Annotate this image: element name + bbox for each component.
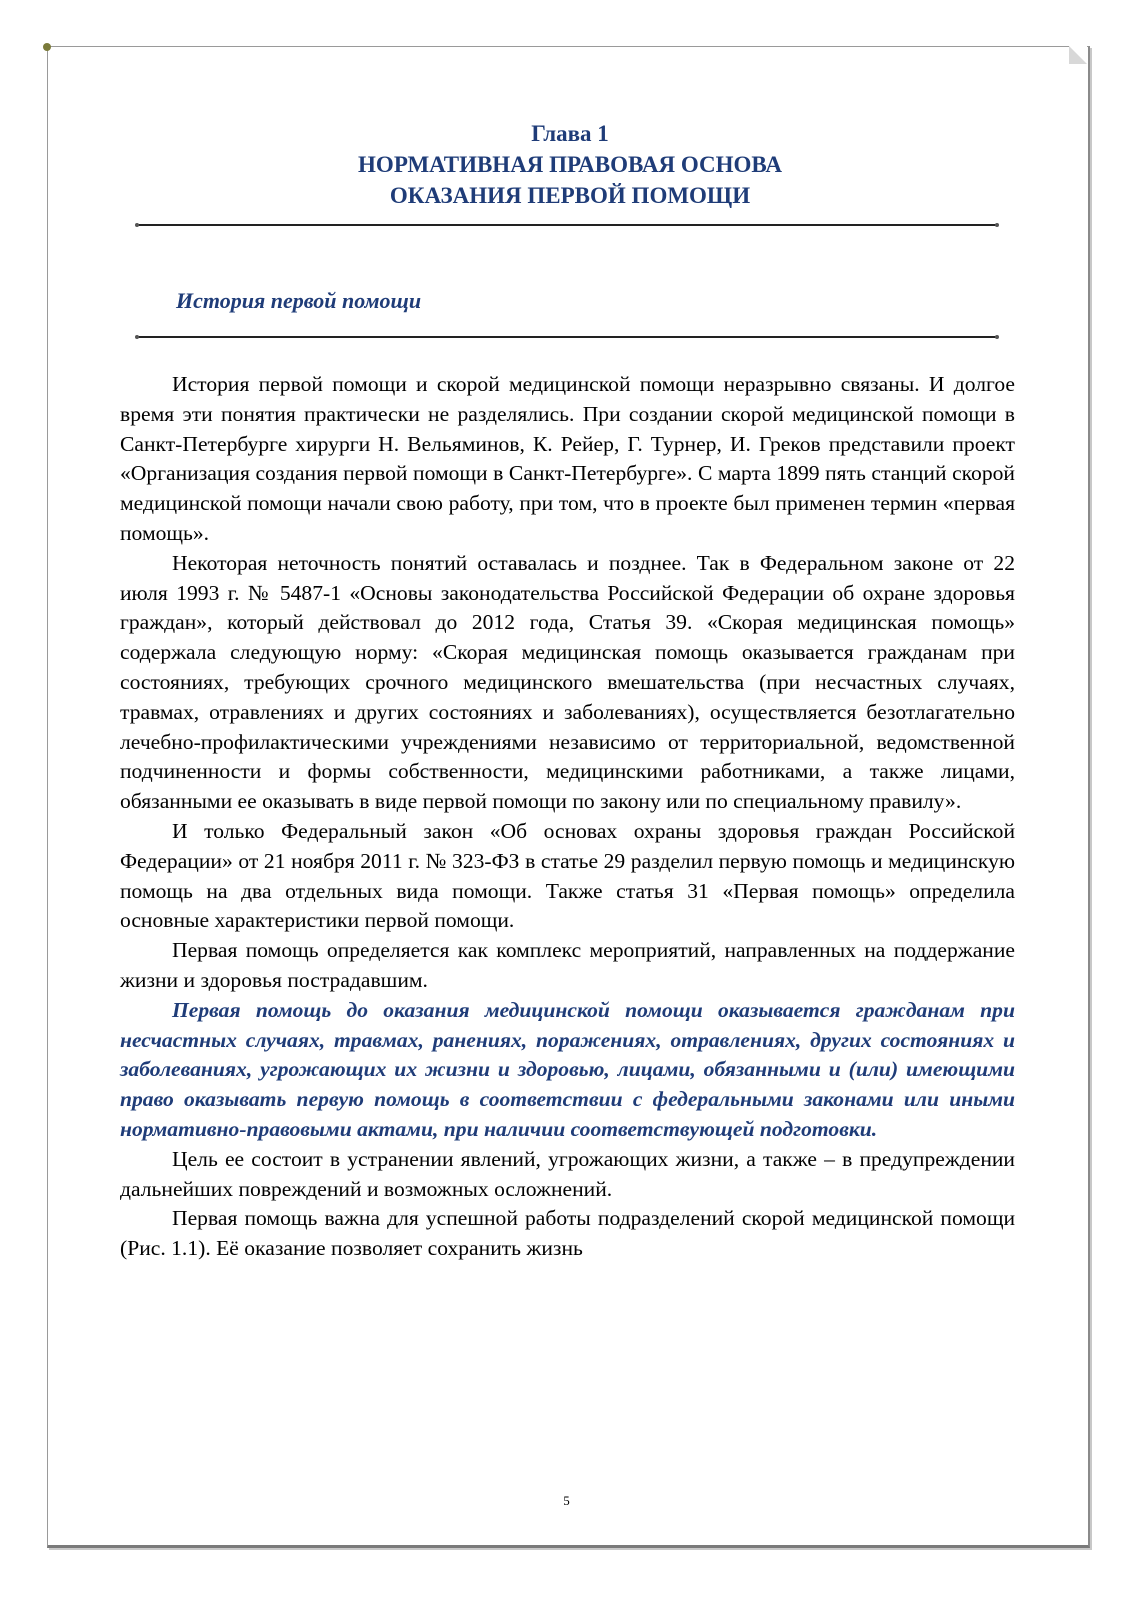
paragraph: История первой помощи и скорой медицинской помощи неразрывно связаны. И долгое время эти понятия практически не разделялись. При создании скорой медицинской помощи в Санкт-Петербурге хирурги Н. Вельяминов, К. Рейер, Г. Турнер, И. Греков представили проект «Организация создания первой помощи в Санкт-Петербурге». С марта 1899 пять станций скорой медицинской помощи начали свою работу, при том, что в проекте был применен термин «первая помощь». — [120, 372, 1015, 545]
paragraph: Первая помощь определяется как комплекс мероприятий, направленных на поддержание жизни и здоровья пострадавшим. — [120, 938, 1015, 992]
section-title: История первой помощи — [176, 288, 422, 313]
definition-paragraph: Первая помощь до оказания медицинской помощи оказывается гражданам при несчастных случаях, травмах, ранениях, поражениях, отравлениях, других состояниях и заболеваниях, угрожающих их жизни и здоровью, лицами, обязанными и (или) имеющими право оказывать первую помощь в соответствии с федеральными законами или иными нормативно-правовыми актами, при наличии соответствующей подготовки. — [120, 997, 1015, 1141]
corner-marker-icon — [43, 43, 51, 51]
section-divider — [137, 336, 997, 338]
paragraph: Первая помощь важна для успешной работы подразделений скорой медицинской помощи (Рис. 1.1). Её оказание позволяет сохранить жизнь — [120, 1206, 1015, 1261]
paragraph: Цель ее состоит в устранении явлений, угрожающих жизни, а также – в предупреждении дальнейших повреждений и возможных осложнений. — [120, 1146, 1015, 1201]
chapter-title-line-1: НОРМАТИВНАЯ ПРАВОВАЯ ОСНОВА — [358, 152, 782, 177]
chapter-heading — [140, 118, 1000, 211]
chapter-number: Глава 1 — [531, 121, 609, 146]
page-number: 5 — [563, 1493, 570, 1508]
heading-divider — [137, 224, 997, 226]
paragraph: И только Федеральный закон «Об основах охраны здоровья граждан Российской Федерации» от 21 ноября 2011 г. № 323-ФЗ в статье 29 разделил первую помощь и медицинскую помощь на два отдельных вида помощи. Также статья 31 «Первая помощь» определила основные характеристики первой помощи. — [120, 818, 1015, 933]
chapter-title-line-2: ОКАЗАНИЯ ПЕРВОЙ ПОМОЩИ — [389, 183, 751, 208]
paragraph: Некоторая неточность понятий оставалась и позднее. Так в Федеральном законе от 22 июля 1993 г. № 5487-1 «Основы законодательства Российской Федерации об охране здоровья граждан», который действовал до 2012 года, Статья 39. «Скорая медицинская помощь» содержала следующую норму: «Скорая медицинская помощь оказывается гражданам при состояниях, требующих срочного медицинского вмешательства (при несчастных случаях, травмах, отравлениях и других состояниях и заболеваниях), осуществляется безотлагательно лечебно-профилактическими учреждениями независимо от территориальной, ведомственной подчиненности и формы собственности, медицинскими работниками, а также лицами, обязанными ее оказывать в виде первой помощи по закону или по специальному правилу». — [120, 550, 1015, 814]
body-text — [120, 370, 1015, 1264]
page-curl-icon — [1069, 46, 1087, 64]
